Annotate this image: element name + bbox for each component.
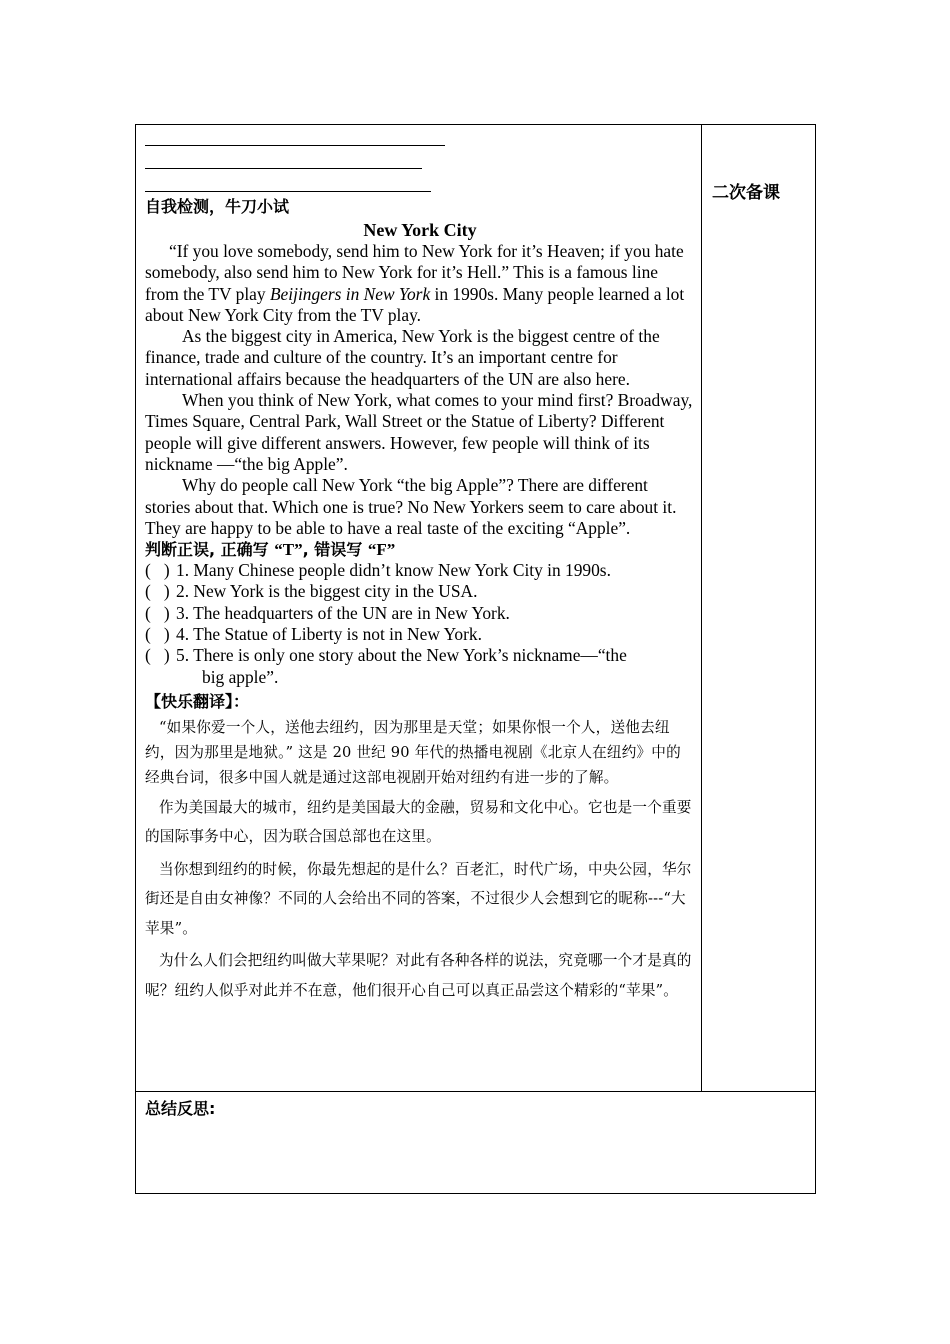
answer-blank[interactable]: ( ) — [145, 645, 170, 666]
side-notes-cell — [702, 125, 815, 1092]
tf-item-text: 1. Many Chinese people didn’t know New York City in 1990s. — [176, 560, 611, 581]
tf-item-5-line-2: big apple”. — [202, 666, 279, 687]
true-false-item — [145, 581, 695, 602]
second-preparation-label: 二次备课 — [712, 183, 780, 203]
article-paragraph-3: When you think of New York, what comes to your mind first? Broadway, Times Square, Central Park, Wall Street or the Statue of Liberty? Different people will give different answers. However, few people will think of its nickname —“the big Apple”. — [145, 390, 693, 474]
translation-heading: 【快乐翻译】： — [145, 691, 250, 711]
tf-heading-part: , 错误写 — [302, 540, 368, 560]
article-paragraph-1-text: “If you love somebody, send him to New York for it’s Heaven; if you hate somebody, also send him to New York for it’s Hell.” This is a famous line from the TV play — [145, 241, 684, 304]
tf-heading-f: “F” — [367, 540, 396, 560]
self-test-heading: 自我检测，牛刀小试 — [145, 197, 290, 216]
true-false-heading — [145, 539, 695, 560]
true-false-item — [145, 603, 695, 624]
true-false-item — [145, 560, 695, 581]
article-title: New York City — [363, 220, 477, 240]
blank-answer-line — [145, 171, 695, 194]
article-paragraph-2: As the biggest city in America, New York is the biggest centre of the finance, trade and culture of the country. It’s an important centre for international affairs because the headquarters of the UN are also here. — [145, 326, 660, 389]
summary-reflection-label: 总结反思: — [145, 1099, 216, 1118]
tf-heading-part: 判断正误, 正确写 — [145, 540, 275, 560]
answer-blank[interactable]: ( ) — [145, 560, 170, 581]
translation-paragraph-3: 当你想到纽约的时候，你最先想起的是什么？百老汇，时代广场，中央公园，华尔街还是自由女神像？不同的人会给出不同的答案，不过很少人会想到它的昵称---“大苹果”。 — [145, 860, 692, 937]
tf-item-text: 2. New York is the biggest city in the USA. — [176, 581, 478, 602]
tf-item-text: 4. The Statue of Liberty is not in New York. — [176, 624, 482, 645]
tf-heading-t: “T” — [274, 540, 303, 560]
true-false-item — [145, 624, 695, 645]
article-paragraph-1 — [145, 241, 695, 326]
tf-item-text: 3. The headquarters of the UN are in New York. — [176, 602, 510, 623]
blank-answer-line — [145, 125, 695, 148]
translation-paragraph-4: 为什么人们会把纽约叫做大苹果呢？对此有各种各样的说法，究竟哪一个才是真的呢？纽约人似乎对此并不在意，他们很开心自己可以真正品尝这个精彩的“苹果”。 — [145, 952, 692, 999]
article-paragraph-4: Why do people call New York “the big Apple”? There are different stories about that. Which one is true? No New Yorkers seem to care about it. They are happy to be able to have a real taste of the exciting “Apple”. — [145, 475, 677, 538]
tf-item-5-line-1: 5. There is only one story about the New York’s nickname—“the — [176, 645, 627, 666]
content-column — [145, 125, 695, 1005]
answer-blank[interactable]: ( ) — [145, 602, 170, 623]
blank-answer-line — [145, 148, 695, 171]
answer-blank[interactable]: ( ) — [145, 581, 170, 602]
main-content-cell — [136, 125, 702, 1092]
true-false-item — [145, 645, 695, 688]
translation-paragraph-2: 作为美国最大的城市，纽约是美国最大的金融，贸易和文化中心。它也是一个重要的国际事务中心，因为联合国总部也在这里。 — [145, 798, 692, 846]
article-paragraph-1-text-end: in 1990s. Many people learned a lot about New York City from the TV play. — [145, 283, 685, 325]
tv-play-title: Beijingers in New York — [269, 283, 431, 304]
answer-blank[interactable]: ( ) — [145, 624, 170, 645]
summary-cell — [136, 1092, 815, 1193]
lesson-table — [135, 124, 816, 1194]
translation-paragraph-1: “如果你爱一个人，送他去纽约，因为那里是天堂；如果你恨一个人，送他去纽约，因为那里是地狱。” 这是 20 世纪 90 年代的热播电视剧《北京人在纽约》中的经典台词，很多中国人就是通过这部电视剧开始对纽约有进一步的了解。 — [145, 718, 681, 786]
tf-item-text — [176, 645, 695, 688]
